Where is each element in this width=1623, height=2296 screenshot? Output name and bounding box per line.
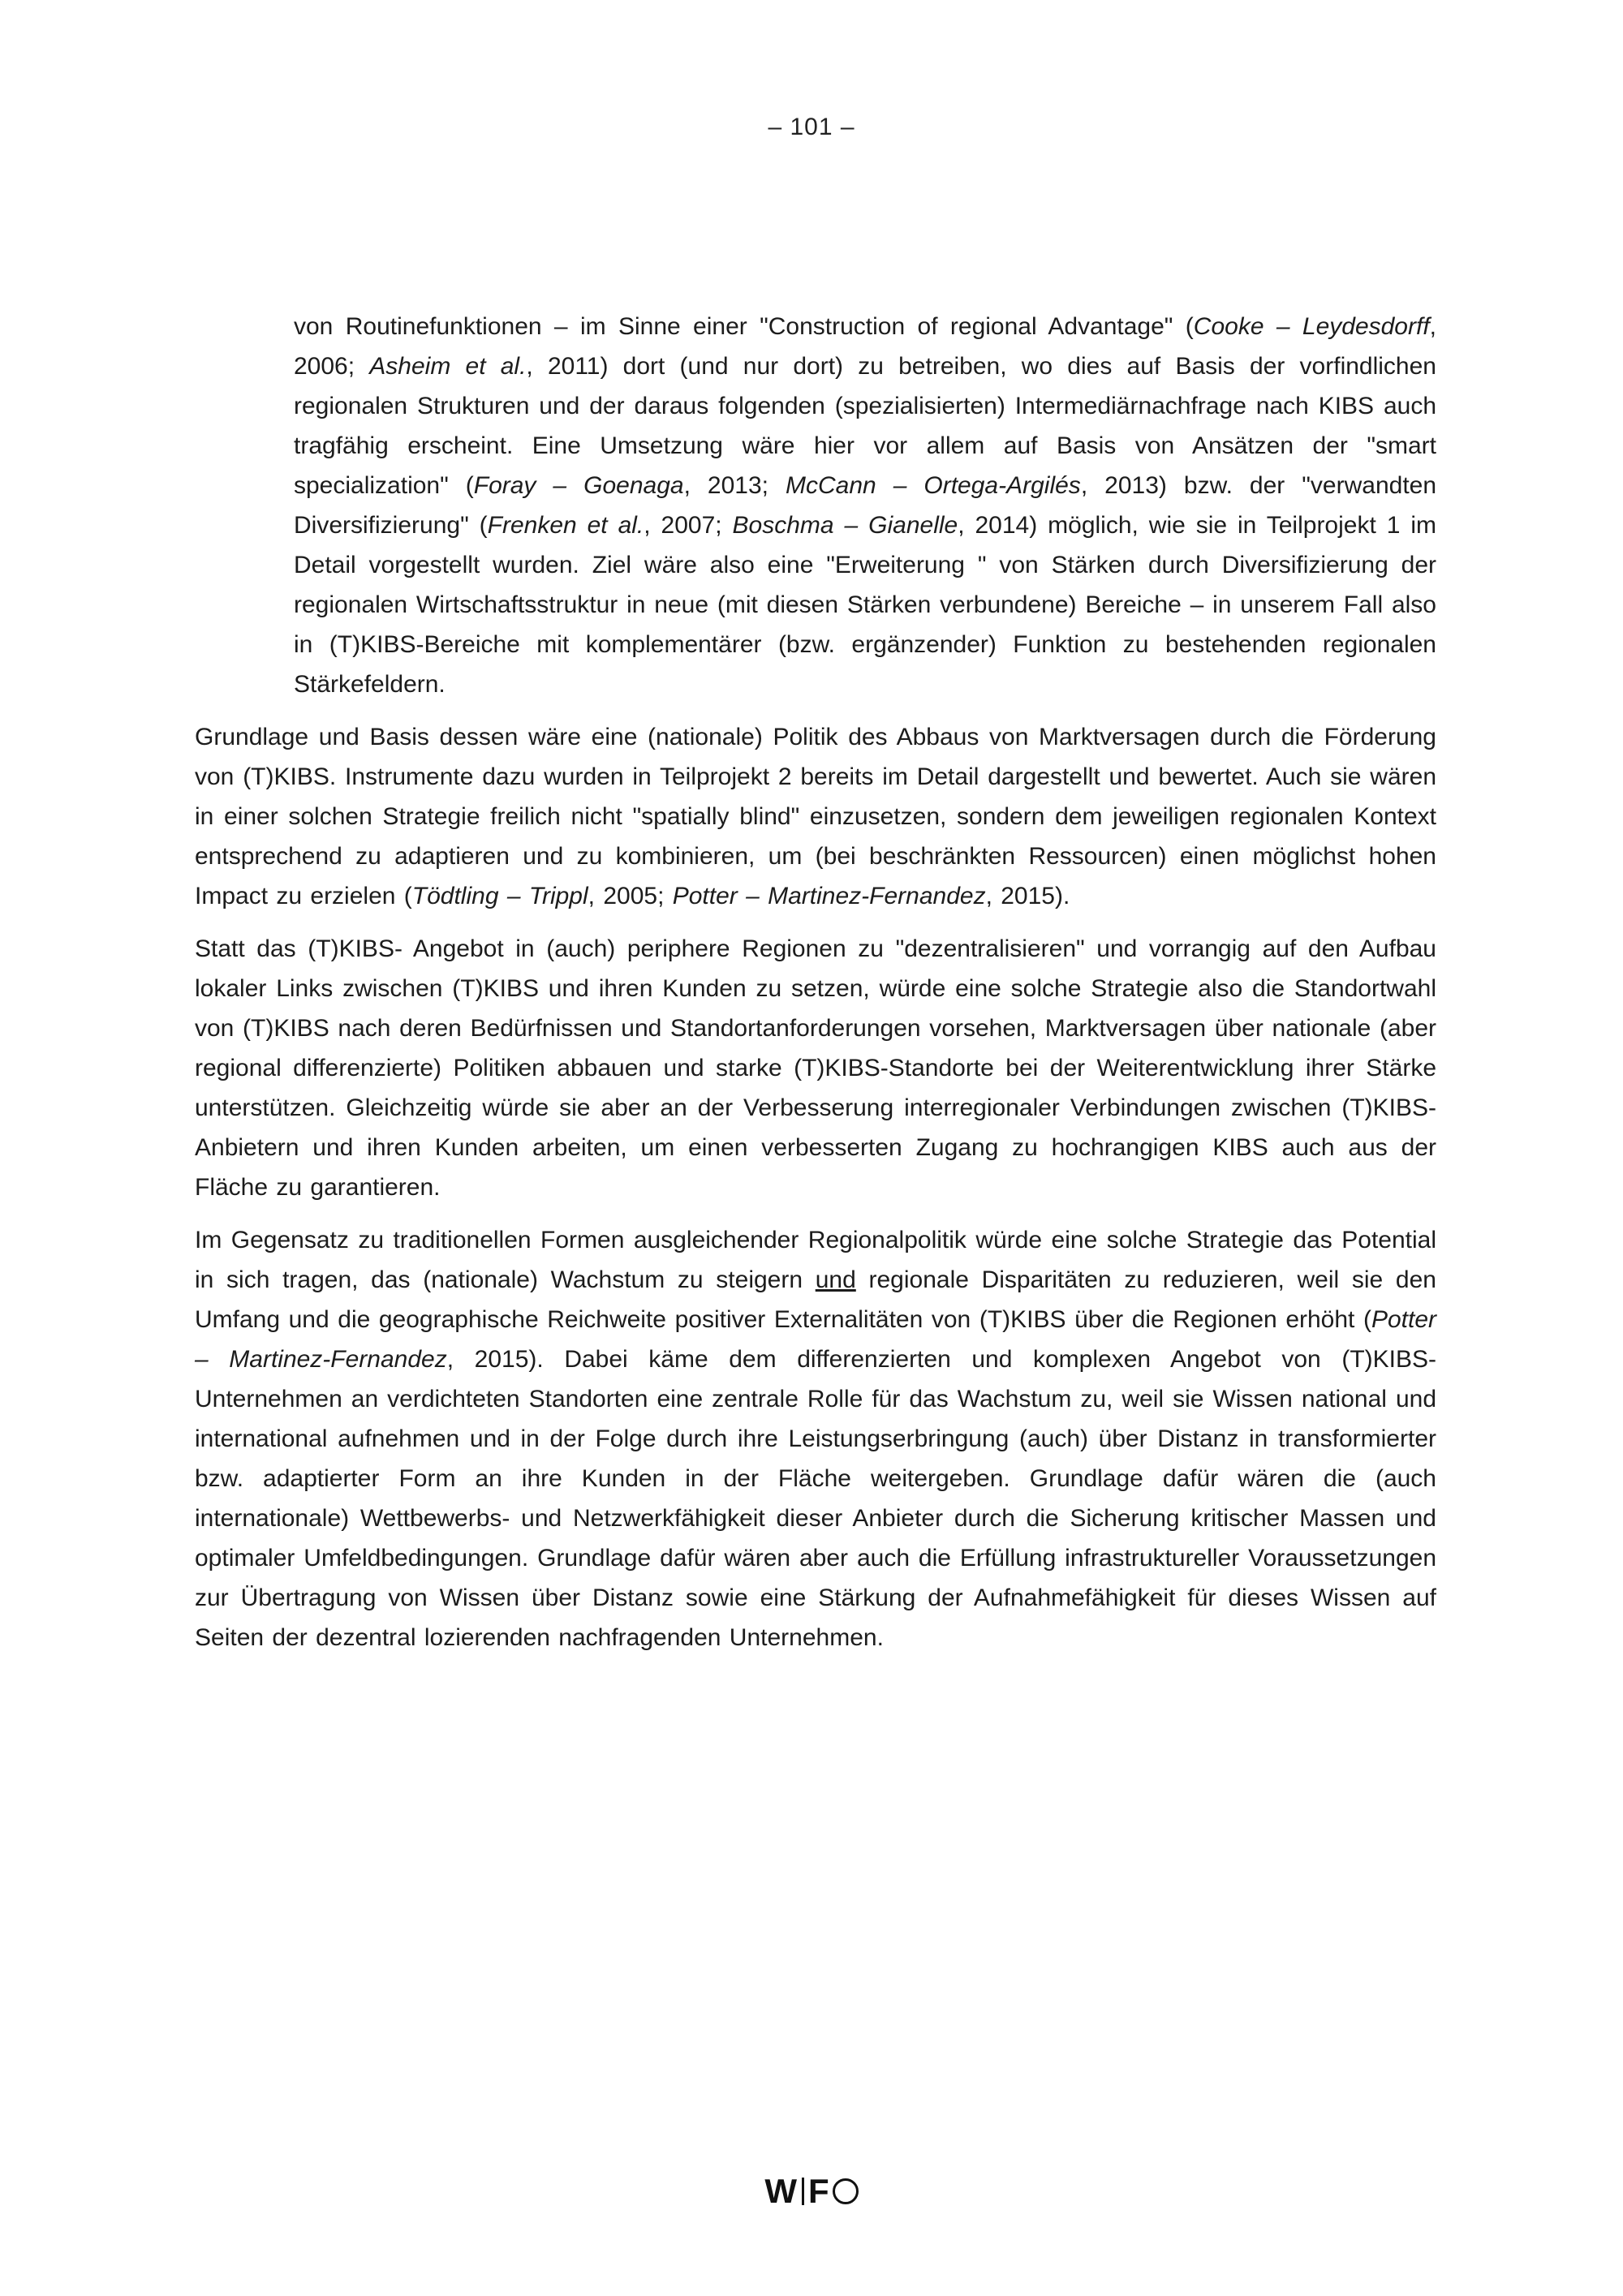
- text-run: Statt das (T)KIBS- Angebot in (auch) periphere Regionen zu "dezentralisieren" und vorrangig auf den Aufbau lokaler Links zwischen (T)KIBS und ihren Kunden zu setzen, würde eine solche Strategie also die Standortwahl von (T)KIBS nach deren Bedürfnissen und Standortanforderungen vorsehen, Marktversagen über nationale (aber regional differenzierte) Politiken abbauen und starke (T)KIBS-Standorte bei der Weiterentwicklung ihrer Stärke unterstützen. Gleichzeitig würde sie aber an der Verbesserung interregionaler Verbindungen zwischen (T)KIBS-Anbietern und ihren Kunden arbeiten, um einen verbesserten Zugang zu hochrangigen KIBS auch aus der Fläche zu garantieren.: [195, 935, 1436, 1201]
- text-run: Potter – Martinez-Fernandez: [195, 1306, 1436, 1373]
- text-run: , 2007;: [644, 512, 733, 539]
- page-footer: [0, 2174, 1623, 2208]
- body-paragraph-2: [195, 929, 1436, 1207]
- text-run: Frenken et al.: [487, 512, 644, 539]
- page-number: – 101 –: [768, 114, 855, 140]
- text-run: und: [815, 1266, 856, 1293]
- page-content: [195, 307, 1436, 1670]
- indented-paragraph: [294, 307, 1436, 704]
- text-run: Asheim et al.: [369, 353, 527, 380]
- wifo-logo: [764, 2174, 858, 2208]
- text-run: , 2006;: [294, 313, 1436, 380]
- text-run: Tödtling – Trippl: [411, 883, 588, 909]
- text-run: , 2011) dort (und nur dort) zu betreiben, wo dies auf Basis der vorfindlichen regionalen Strukturen und der daraus folgenden (spezialisierten) Intermediärnachfrage nach KIBS auch tragfähig erscheint. Eine Umsetzung wäre hier vor allem auf Basis von Ansätzen der "smart specialization" (: [294, 353, 1436, 499]
- text-run: Boschma – Gianelle: [732, 512, 958, 539]
- logo-letter-f: F: [808, 2172, 830, 2210]
- logo-letter-w: W: [764, 2172, 798, 2210]
- text-run: , 2005;: [588, 883, 673, 909]
- text-run: McCann – Ortega-Argilés: [786, 472, 1081, 499]
- text-run: , 2014) möglich, wie sie in Teilprojekt 1 im Detail vorgestellt wurden. Ziel wäre also eine "Erweiterung " von Stärken durch Diversifizierung der regionalen Wirtschaftsstruktur in neue (mit diesen Stärken verbundene) Bereiche – in unserem Fall also in (T)KIBS-Bereiche mit komplementärer (bzw. ergänzender) Funktion zu bestehenden regionalen Stärkefeldern.: [294, 512, 1436, 698]
- body-paragraph-1: [195, 717, 1436, 916]
- logo-o-circle-icon: [833, 2178, 859, 2204]
- text-run: , 2013;: [683, 472, 786, 499]
- text-run: Grundlage und Basis dessen wäre eine (nationale) Politik des Abbaus von Marktversagen durch die Förderung von (T)KIBS. Instrumente dazu wurden in Teilprojekt 2 bereits im Detail dargestellt und bewertet. Auch sie wären in einer solchen Strategie freilich nicht "spatially blind" einzusetzen, sondern dem jeweiligen regionalen Kontext entsprechend zu adaptieren und zu kombinieren, um (bei beschränkten Ressourcen) einen möglichst hohen Impact zu erzielen (: [195, 724, 1436, 909]
- text-run: , 2013) bzw. der "verwandten Diversifizierung" (: [294, 472, 1437, 539]
- logo-separator-bar: [802, 2178, 804, 2205]
- text-run: Foray – Goenaga: [473, 472, 684, 499]
- text-run: , 2015). Dabei käme dem differenzierten und komplexen Angebot von (T)KIBS-Unternehmen an verdichteten Standorten eine zentrale Rolle für das Wachstum zu, weil sie Wissen national und international aufnehmen und in der Folge durch ihre Leistungserbringung (auch) über Distanz in transformierter bzw. adaptierter Form an ihre Kunden in der Fläche weitergeben. Grundlage dafür wären die (auch internationale) Wettbewerbs- und Netzwerkfähigkeit dieser Anbieter durch die Sicherung kritischer Massen und optimaler Umfeldbedingungen. Grundlage dafür wären aber auch die Erfüllung infrastruktureller Voraussetzungen zur Übertragung von Wissen über Distanz sowie eine Stärkung der Aufnahmefähigkeit für dieses Wissen auf Seiten der dezentral lozierenden nachfragenden Unternehmen.: [195, 1346, 1436, 1651]
- text-run: Potter – Martinez-Fernandez: [672, 883, 986, 909]
- text-run: regionale Disparitäten zu reduzieren, weil sie den Umfang und die geographische Reichweite positiver Externalitäten von (T)KIBS über die Regionen erhöht (: [195, 1266, 1436, 1333]
- text-run: Im Gegensatz zu traditionellen Formen ausgleichender Regionalpolitik würde eine solche Strategie das Potential in sich tragen, das (nationale) Wachstum zu steigern: [195, 1227, 1436, 1293]
- text-run: von Routinefunktionen – im Sinne einer "Construction of regional Advantage" (: [294, 313, 1194, 340]
- text-run: Cooke – Leydesdorff: [1193, 313, 1430, 340]
- body-paragraph-3: [195, 1220, 1436, 1658]
- text-run: , 2015).: [985, 883, 1070, 909]
